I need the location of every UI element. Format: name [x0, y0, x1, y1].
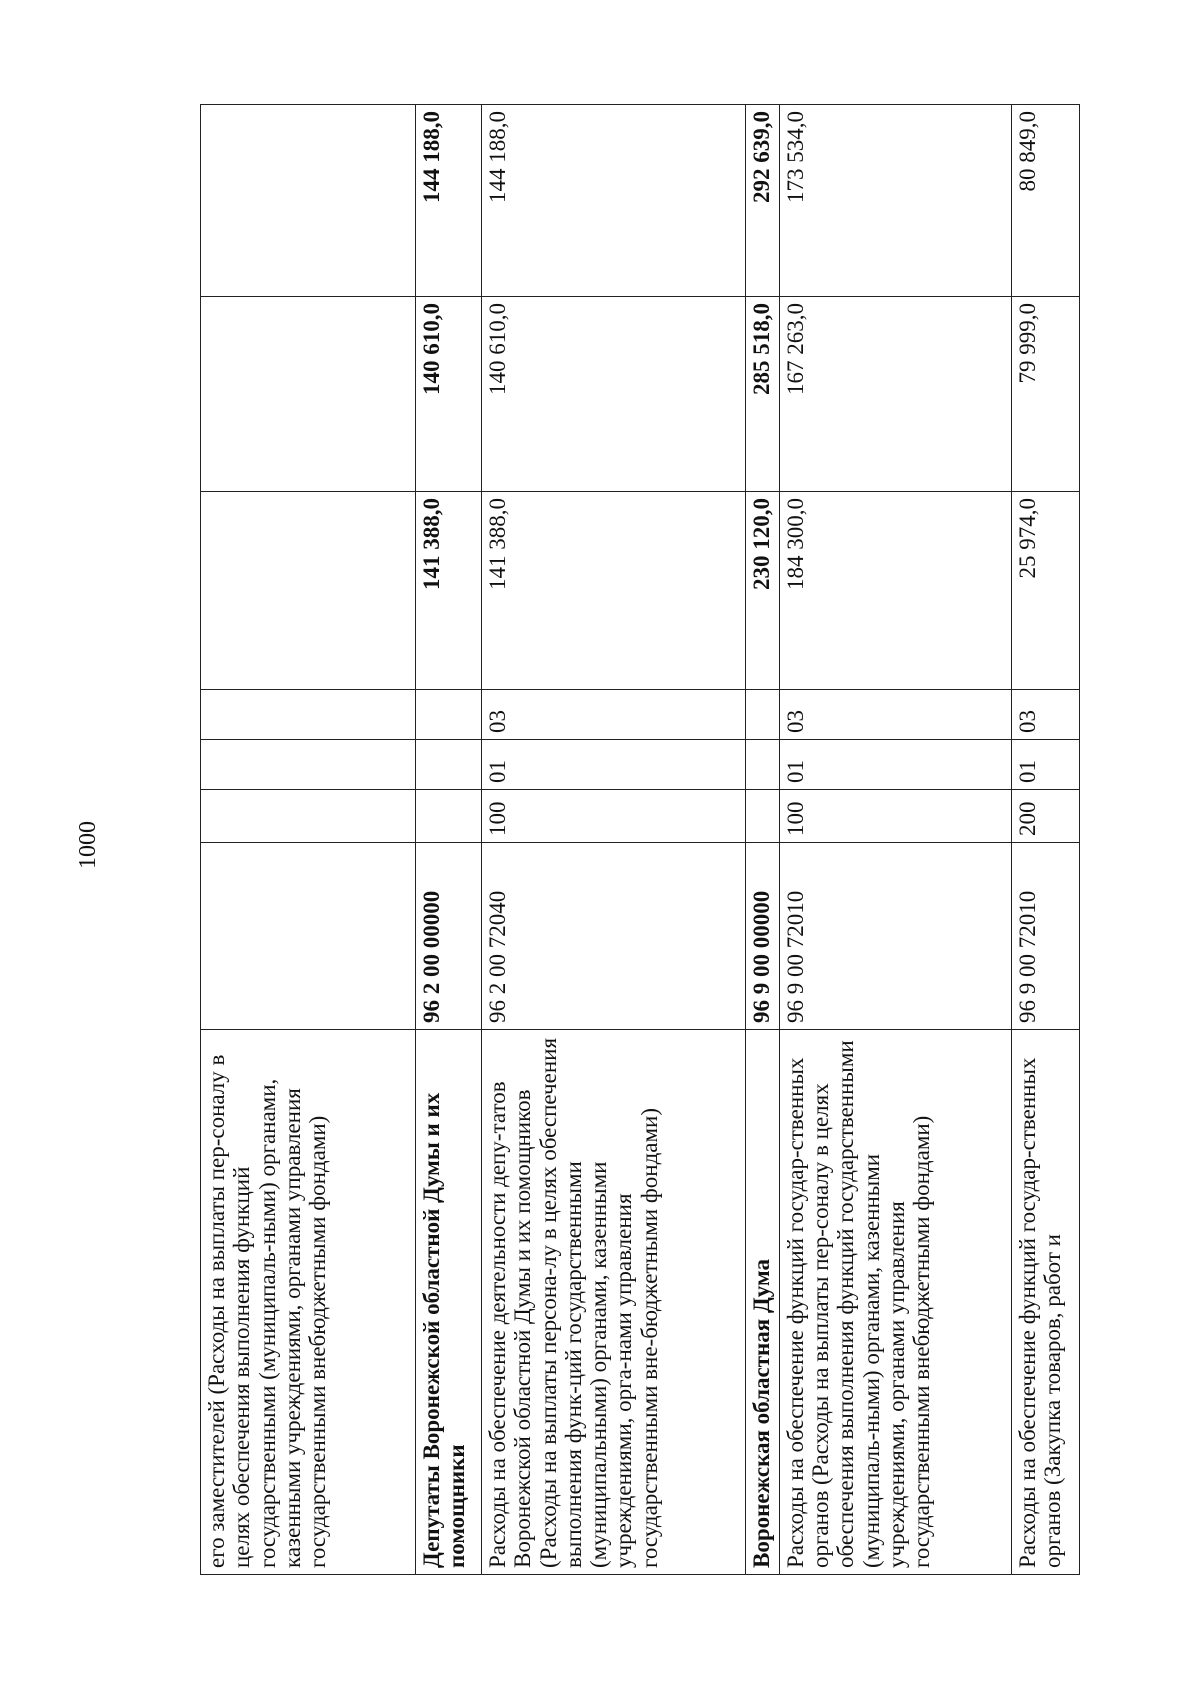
row-value-3: 292 639,0 — [745, 105, 779, 297]
row-code: 96 2 00 00000 — [415, 843, 481, 1030]
table-row — [1011, 105, 1079, 1575]
row-code: 96 9 00 00000 — [745, 843, 779, 1030]
rotated-table-wrapper — [200, 105, 1080, 1575]
row-value-2: 140 610,0 — [481, 297, 745, 492]
row-rz: 01 — [779, 740, 1011, 790]
row-value-3: 144 188,0 — [415, 105, 481, 297]
row-pr: 03 — [1011, 690, 1079, 740]
row-code — [201, 843, 416, 1030]
row-value-3: 173 534,0 — [779, 105, 1011, 297]
table-row — [779, 105, 1011, 1575]
row-value-1: 230 120,0 — [745, 492, 779, 690]
row-name: Расходы на обеспечение функций государ-ственных органов (Расходы на выплаты пер-соналу в целях обеспечения выполнения функций государственными (муниципаль-ными) органами, казенными учреждениями, органами управления государственными внебюджетными фондами) — [779, 1030, 1011, 1575]
row-vr: 100 — [779, 790, 1011, 843]
row-pr — [745, 690, 779, 740]
row-value-2: 285 518,0 — [745, 297, 779, 492]
row-value-3: 80 849,0 — [1011, 105, 1079, 297]
row-value-2 — [201, 297, 416, 492]
table-row — [415, 105, 481, 1575]
budget-table — [200, 104, 1080, 1575]
row-value-1: 184 300,0 — [779, 492, 1011, 690]
row-rz: 01 — [481, 740, 745, 790]
row-rz — [201, 740, 416, 790]
row-vr: 100 — [481, 790, 745, 843]
row-name: Расходы на обеспечение деятельности депу-татов Воронежской областной Думы и их помощников (Расходы на выплаты персона-лу в целях обеспечения выполнения функ-ций государственными (муниципальными) органами, казенными учреждениями, орга-нами управления государственными вне-бюджетными фондами) — [481, 1030, 745, 1575]
row-value-1: 25 974,0 — [1011, 492, 1079, 690]
row-value-1: 141 388,0 — [481, 492, 745, 690]
table-row — [745, 105, 779, 1575]
row-code: 96 2 00 72040 — [481, 843, 745, 1030]
row-pr — [201, 690, 416, 740]
row-vr: 200 — [1011, 790, 1079, 843]
row-value-3 — [201, 105, 416, 297]
row-vr — [415, 790, 481, 843]
row-pr: 03 — [481, 690, 745, 740]
row-pr — [415, 690, 481, 740]
row-rz — [415, 740, 481, 790]
row-name: Депутаты Воронежской областной Думы и их помощники — [415, 1030, 481, 1575]
row-rz: 01 — [1011, 740, 1079, 790]
row-value-1: 141 388,0 — [415, 492, 481, 690]
table-row — [481, 105, 745, 1575]
page-number: 1000 — [75, 821, 101, 869]
row-vr — [201, 790, 416, 843]
row-value-2: 79 999,0 — [1011, 297, 1079, 492]
row-value-2: 167 263,0 — [779, 297, 1011, 492]
row-code: 96 9 00 72010 — [1011, 843, 1079, 1030]
row-value-1 — [201, 492, 416, 690]
row-name: Расходы на обеспечение функций государ-ственных органов (Закупка товаров, работ и — [1011, 1030, 1079, 1575]
row-name: его заместителей (Расходы на выплаты пер-соналу в целях обеспечения выполнения функций государственными (муниципаль-ными) органами, казенными учреждениями, органами управления государственными внебюджетными фондами) — [201, 1030, 416, 1575]
row-value-2: 140 610,0 — [415, 297, 481, 492]
row-pr: 03 — [779, 690, 1011, 740]
row-vr — [745, 790, 779, 843]
row-value-3: 144 188,0 — [481, 105, 745, 297]
table-row — [201, 105, 416, 1575]
row-rz — [745, 740, 779, 790]
row-name: Воронежская областная Дума — [745, 1030, 779, 1575]
row-code: 96 9 00 72010 — [779, 843, 1011, 1030]
